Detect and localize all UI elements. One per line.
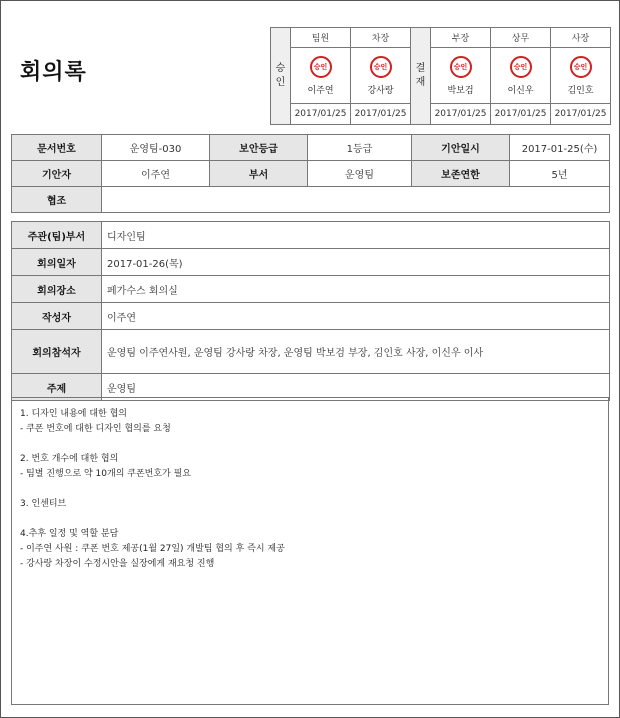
subject-value: 운영팀 xyxy=(102,374,610,401)
note-line xyxy=(20,437,608,452)
note-line: 1. 디자인 내용에 대한 협의 xyxy=(20,409,127,419)
department-label: 부서 xyxy=(210,161,308,187)
retention-label: 보존연한 xyxy=(412,161,510,187)
settler-date: 2017/01/25 xyxy=(431,104,491,125)
draft-date-label: 기안일시 xyxy=(412,135,510,161)
writer-label: 작성자 xyxy=(12,303,102,330)
drafter-label: 기안자 xyxy=(12,161,102,187)
note-line xyxy=(20,512,608,527)
settler-signature xyxy=(491,48,551,104)
approver-role: 팀원 xyxy=(291,28,351,48)
approver-name: 강사랑 xyxy=(367,85,394,96)
settler-name: 이신우 xyxy=(507,85,534,96)
approval-stamp: 승인 xyxy=(510,56,532,78)
approver-role: 차장 xyxy=(351,28,411,48)
note-line: - 이주연 사원 : 쿠폰 번호 제공(1월 27일) 개발팀 협의 후 즉시 제공 xyxy=(20,544,285,554)
settler-signature xyxy=(431,48,491,104)
settle-side-label xyxy=(411,28,431,125)
settler-role: 부장 xyxy=(431,28,491,48)
approver-signature xyxy=(351,48,411,104)
approval-stamp: 승인 xyxy=(310,56,332,78)
settler-name: 박보검 xyxy=(447,85,474,96)
approver-date: 2017/01/25 xyxy=(291,104,351,125)
settle-table xyxy=(410,27,611,125)
settle-label-char-2: 재 xyxy=(415,77,426,88)
attendees-label: 회의참석자 xyxy=(12,330,102,374)
meeting-date-label: 회의일자 xyxy=(12,249,102,276)
settler-role: 상무 xyxy=(491,28,551,48)
note-line: - 팀별 진행으로 약 10개의 쿠폰번호가 필요 xyxy=(20,469,191,479)
note-line xyxy=(20,482,608,497)
note-line: 4.추후 일정 및 역할 분담 xyxy=(20,529,119,539)
settle-label-char-1: 결 xyxy=(415,63,426,74)
settler-signature xyxy=(551,48,611,104)
drafter-value: 이주연 xyxy=(102,161,210,187)
attendees-value: 운영팀 이주연사원, 운영팀 강사랑 차장, 운영팀 박보검 부장, 김인호 사장, 이신우 이사 xyxy=(102,330,610,374)
cooperation-value xyxy=(102,187,610,213)
settler-role: 사장 xyxy=(551,28,611,48)
approve-label-char-2: 인 xyxy=(275,77,286,88)
approval-stamp: 승인 xyxy=(450,56,472,78)
doc-number-label: 문서번호 xyxy=(12,135,102,161)
department-value: 운영팀 xyxy=(308,161,412,187)
lead-dept-label: 주관(팀)부서 xyxy=(12,222,102,249)
note-line: 2. 번호 개수에 대한 협의 xyxy=(20,454,119,464)
meeting-place-label: 회의장소 xyxy=(12,276,102,303)
subject-label: 주제 xyxy=(12,374,102,401)
approve-side-label xyxy=(271,28,291,125)
note-line: - 강사랑 차장이 수정시안을 실장에게 재요청 진행 xyxy=(20,559,215,569)
settler-name: 김인호 xyxy=(567,85,594,96)
note-line: 3. 인센티브 xyxy=(20,499,67,509)
settler-date: 2017/01/25 xyxy=(551,104,611,125)
lead-dept-value: 디자인팀 xyxy=(102,222,610,249)
meeting-notes-body xyxy=(11,397,609,705)
security-label: 보안등급 xyxy=(210,135,308,161)
settler-date: 2017/01/25 xyxy=(491,104,551,125)
approve-table xyxy=(270,27,411,125)
document-info-table xyxy=(11,134,610,213)
writer-value: 이주연 xyxy=(102,303,610,330)
draft-date-value: 2017-01-25(수) xyxy=(510,135,610,161)
doc-number-value: 운영팀-030 xyxy=(102,135,210,161)
note-line: - 쿠폰 번호에 대한 디자인 협의를 요청 xyxy=(20,424,171,434)
approver-signature xyxy=(291,48,351,104)
meeting-place-value: 페가수스 회의실 xyxy=(102,276,610,303)
document-title: 회의록 xyxy=(20,60,87,85)
approval-stamp: 승인 xyxy=(370,56,392,78)
meeting-info-table xyxy=(11,221,610,401)
approver-name: 이주연 xyxy=(307,85,334,96)
security-value: 1등급 xyxy=(308,135,412,161)
meeting-date-value: 2017-01-26(목) xyxy=(102,249,610,276)
approve-label-char-1: 승 xyxy=(275,63,286,74)
cooperation-label: 협조 xyxy=(12,187,102,213)
approval-stamp: 승인 xyxy=(570,56,592,78)
approver-date: 2017/01/25 xyxy=(351,104,411,125)
retention-value: 5년 xyxy=(510,161,610,187)
